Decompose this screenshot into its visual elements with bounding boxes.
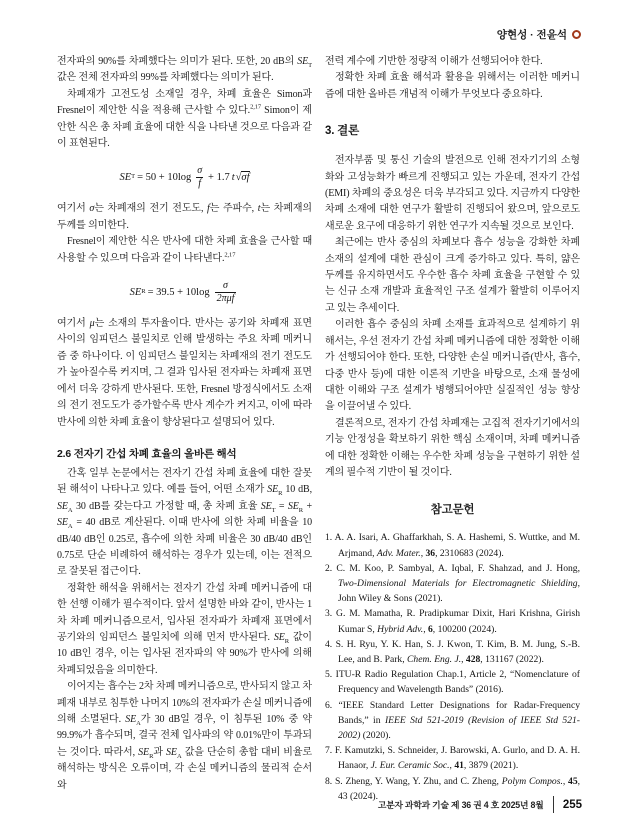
paragraph: 전력 계수에 기반한 정량적 이해가 선행되어야 한다. [325,56,543,67]
fraction-denominator: 2πμf [216,292,235,304]
reference-item: 1. A. A. Isari, A. Ghaffarkhah, S. A. Hashemi, S. Wuttke, and M. Arjmand, Adv. Mater., 36, 2310683 (2024). [325,532,580,559]
reference-item: 7. F. Kamutzki, S. Schneider, J. Barowski, A. Gurlo, and D. A. H. Hanaor, J. Eur. Ceramic Soc., 41, 3879 (2021). [325,745,580,772]
references-heading: 참고문헌 [430,504,475,517]
reference-item: 5. ITU-R Radio Regulation Chap.1, Article 2, “Nomenclature of Frequency and Wavelength Bands” (2016). [325,669,580,696]
fraction-numerator: σ [197,165,203,177]
equation-fraction [215,280,237,304]
section-2-6-heading: 2.6 전자기 간섭 차폐 효율의 올바른 해석 [57,447,237,460]
author-names: 양현성 · 전윤석 [496,29,567,41]
two-column-body [57,54,580,804]
paragraph: 여기서 σ는 차폐재의 전기 전도도, f는 주파수, t는 차폐재의 두께를 의미한다. [57,203,312,231]
paragraph: 전자파의 90%를 차폐했다는 의미가 된다. 또한, 20 dB의 $SE_T$ 값은 전체 전자파의 99%를 차폐했다는 의미가 된다. [57,56,312,84]
page-header [497,27,581,42]
paragraph: 이러한 흡수 중심의 차폐 소재를 효과적으로 설계하기 위해서는, 우선 전자기 간섭 차폐 메커니즘에 대한 정확한 이해가 선행되어야 한다. 또한, 다양한 손실 메커니즘(반사, 흡수, 다중 반사 등)에 대한 이론적 기반을 바탕으로, 소재 물성에 대한 이해와 구조 설계가 병행되어야만 실질적인 성능 향상을 이끌어낼 수 있다. [325,319,580,413]
reference-list [325,530,580,804]
page-number: 255 [562,798,582,811]
reference-item: 2. C. M. Koo, P. Sambyal, A. Iqbal, F. Shahzad, and J. Hong, Two-Dimensional Materials for Electromagnetic Shielding, John Wiley & Sons (2021). [325,562,580,605]
paragraph: 정확한 차폐 효율 해석과 활용을 위해서는 이러한 메커니즘에 대한 올바른 개념적 이해가 무엇보다 중요하다. [325,72,580,100]
equation-variable: t [231,171,235,183]
paragraph: 차폐재가 고전도성 소재일 경우, 차폐 효율은 Simon과 Fresnel이 제안한 식을 적용해 근사할 수 있다.$^{2,17}$ Simon이 제안한 식은 총 차폐 효율에 대한 식을 나타낸 것으로 다음과 같이 표현된다. [57,88,312,150]
paragraph: 결론적으로, 전자기 간섭 차폐재는 고집적 전자기기에서의 기능 안정성을 확보하기 위한 핵심 소재이며, 차폐 메커니즘에 대한 정확한 이해는 우수한 차폐 성능을 구현하기 위한 설계의 필수적 기반이 될 것이다. [325,417,580,478]
equation-total-shielding: SE T = 50 + 10log $\frac{\sigma}{f}$ + 1.7 t √ σf [119,165,250,189]
author-mark-icon [572,30,581,39]
sqrt-icon: √ [235,171,242,183]
equation-reflection-shielding: SE R = 39.5 + 10log $\frac{\sigma}{\text{2πμf}}$ [129,280,235,304]
paragraph: 여기서 μ는 소재의 투자율이다. 반사는 공기와 차폐재 표면 사이의 임피던스 불일치로 인해 발생하는 주요 차폐 메커니즘 중 하나이다. 이 임피던스 불일치는 차폐재의 전기 전도도가 높아질수록 커지며, 그 결과 입사된 전자파는 차폐재 표면에서 더욱 강하게 반사된다. 또한, Fresnel 방정식에서도 소재의 전기 전도도가 증가할수록 반사 계수가 커지고, 이에 따라 반사에 의한 차폐 효율이 향상된다고 설명되어 있다. [57,318,312,428]
paragraph: 간혹 일부 논문에서는 전자기 간섭 차폐 효율에 대한 잘못된 해석이 나타나고 있다. 예를 들어, 어떤 소재가 $SE_R$ 10 dB, $SE_A$ 30 dB를 갖는다고 가정할 때, 총 차폐 효율 $SE_T = SE_R + SE_A = 40$ dB로 계산된다. 이때 반사에 의한 차폐 비율을 10 dB/40 dB인 0.25로, 흡수에 의한 차폐 비율은 30 dB/40 dB인 0.75로 단순 비례하여 해석하는 경우가 있는데, 이는 전적으로 잘못된 접근이다. [57,467,312,578]
reference-item: 3. G. M. Mamatha, R. Pradipkumar Dixit, Hari Krishna, Girish Kumar S, Hybrid Adv., 6, 100200 (2024). [325,608,580,635]
sqrt-argument: σf [241,172,250,184]
left-column [57,54,312,804]
reference-item: 6. “IEEE Standard Letter Designations for Radar-Frequency Bands,” in IEEE Std 521-2019 (Revision of IEEE Std 521-2002) (2020). [325,699,580,741]
paragraph: 전자부품 및 통신 기술의 발전으로 인해 전자기기의 소형화와 고성능화가 빠르게 진행되고 있는 가운데, 전자기 간섭(EMI) 차폐의 중요성은 더욱 부각되고 있다. 지금까지 다양한 차폐 소재에 대한 연구가 활발히 진행되어 왔으며, 앞으로도 새로운 요구에 대응하기 위한 연구가 지속될 것으로 보인다. [325,155,580,232]
section-3-heading: 3. 결론 [325,125,360,138]
page-footer [378,796,582,813]
equation-variable: SE [119,171,132,183]
equation-variable: SE [129,286,142,298]
footer-divider [553,796,554,813]
reference-item: 8. S. Zheng, Y. Wang, Y. Zhu, and C. Zheng, Polym Compos., 45, 43 (2024). [325,775,581,802]
right-column [325,54,580,804]
reference-item: 4. S. H. Ryu, Y. K. Han, S. J. Kwon, T. Kim, B. M. Jung, S.-B. Lee, and B. Park, Chem. Eng. J., 428, 131167 (2022). [325,638,580,665]
paragraph: Fresnel이 제안한 식은 반사에 대한 차폐 효율을 근사할 때 사용할 수 있으며 다음과 같이 나타낸다.$^{2,17}$ [57,236,312,264]
equation-body: = 39.5 + 10log [147,286,210,298]
fraction-denominator: f [198,177,202,189]
equation-fraction [196,165,203,189]
equation-body: = 50 + 10log [137,171,192,183]
paragraph: 최근에는 반사 중심의 차폐보다 흡수 성능을 강화한 차폐 소재의 설계에 대한 관심이 크게 증가하고 있다. 특히, 얇은 두께를 유지하면서도 우수한 흡수 차폐 효율을 구현할 수 있는 신규 소재 개발과 효율적인 구조 설계가 활발히 이루어지고 있는 추세이다. [325,237,580,314]
paragraph: 정확한 해석을 위해서는 전자기 간섭 차폐 메커니즘에 대한 선행 이해가 필수적이다. 앞서 설명한 바와 같이, 반사는 1차 차폐 메커니즘으로서, 입사된 전자파가 차폐재 표면에서 공기와의 임피던스 불일치에 의해 먼저 반사된다. $SE_R$ 값이 10 dB인 경우, 이는 입사된 전자파의 약 90%가 반사에 의해 차폐되었음을 의미한다. [57,582,312,676]
paragraph: 이어지는 흡수는 2차 차폐 메커니즘으로, 반사되지 않고 차폐재 내부로 침투한 나머지 10%의 전자파가 손실 메커니즘에 의해 소멸된다. $SE_A$가 30 dB일 경우, 이 침투된 10% 중 약 99.9%가 흡수되며, 결국 전체 입사파의 약 0.01%만이 투과되는 것이다. 따라서, $SE_R$과 $SE_A$ 값을 단순히 총합 대비 비율로 해석하는 방식은 오류이며, 각 손실 메커니즘의 물리적 순서와 [57,681,312,791]
fraction-numerator: σ [223,280,228,292]
equation-body: + 1.7 [208,171,230,183]
journal-info: 고분자 과학과 기술 제 36 권 4 호 2025년 8월 [377,800,544,810]
